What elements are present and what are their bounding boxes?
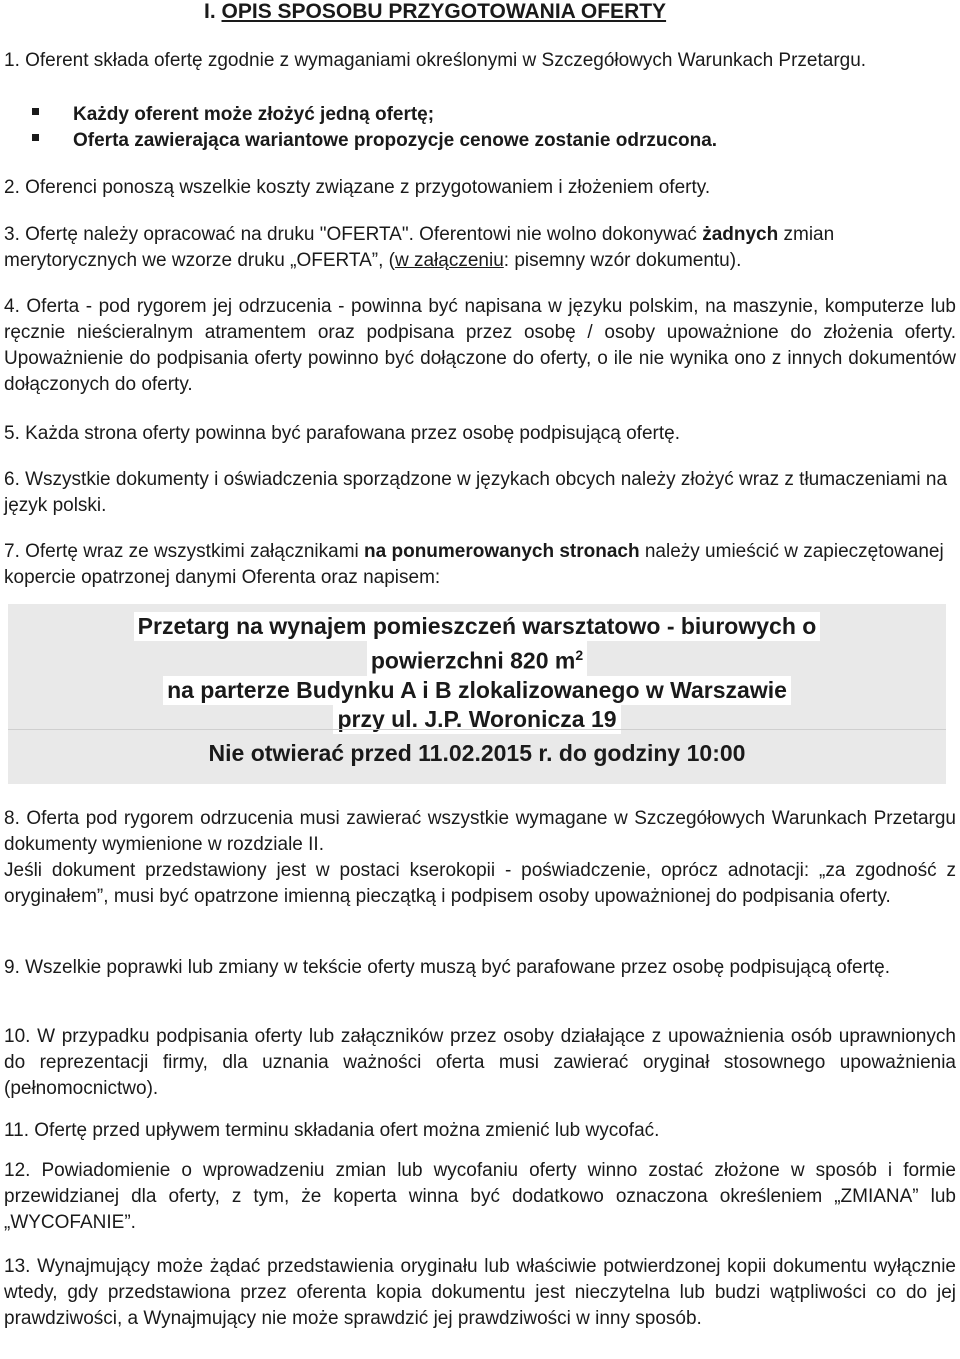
envelope-line-3: na parterze Budynku A i B zlokalizowanego w Warszawie [8,676,946,705]
paragraph-2: 2. Oferenci ponoszą wszelkie koszty związane z przygotowaniem i złożeniem oferty. [4,177,711,198]
bullet-text: Oferta zawierająca wariantowe propozycje cenowe zostanie odrzucona. [73,130,718,151]
paragraph-9: 9. Wszelkie poprawki lub zmiany w tekście oferty muszą być parafowane przez osobę podpisującą ofertę. [4,957,891,978]
square-bullet-icon [32,134,39,141]
paragraph-5: 5. Każda strona oferty powinna być parafowana przez osobę podpisującą ofertę. [4,423,680,444]
paragraph-6: 6. Wszystkie dokumenty i oświadczenia sporządzone w językach obcych należy złożyć wraz z tłumaczeniami na język polski. [4,469,948,516]
envelope-line-1: Przetarg na wynajem pomieszczeń warsztatowo - biurowych o [8,612,946,641]
envelope-label-box [8,604,946,784]
paragraph-3: 3. Ofertę należy opracować na druku "OFERTA". Oferentowi nie wolno dokonywać żadnych zmian merytorycznych we wzorze druku „OFERTA”, (w załączeniu: pisemny wzór dokumentu). [4,224,835,271]
section-heading [204,0,666,24]
paragraph-8: 8. Oferta pod rygorem odrzucenia musi zawierać wszystkie wymagane w Szczegółowych Warunkach Przetargu dokumenty wymienione w rozdziale II. [4,808,956,855]
envelope-line-2: powierzchni 820 $m^2$ [8,641,946,676]
envelope-line-4: przy ul. J.P. Woronicza 19 [8,705,946,734]
paragraph-1: 1. Oferent składa ofertę zgodnie z wymaganiami określonymi w Szczegółowych Warunkach Przetargu. [4,50,867,71]
paragraph-12: 12. Powiadomienie o wprowadzeniu zmian lub wycofaniu oferty winno zostać złożone w sposób i formie przewidzianej dla oferty, z tym, że koperta winna być dodatkowo oznaczona określeniem „ZMIANA” lub „WYCOFANIE”. [4,1160,956,1233]
bullet-item [32,128,717,154]
envelope-divider [8,729,946,730]
envelope-deadline: Nie otwierać przed 11.02.2015 r. do godziny 10:00 [208,740,746,766]
paragraph-4: 4. Oferta - pod rygorem jej odrzucenia - powinna być napisana w języku polskim, na maszynie, komputerze lub ręcznie nieścieralnym atramentem oraz podpisana przez osobę / osoby upoważnione do złożenia oferty. Upoważnienie do podpisania oferty powinno być dołączone do oferty, o ile nie wynika ono z innych dokumentów dołączonych do oferty. [4,296,956,395]
paragraph-7: 7. Ofertę wraz ze wszystkimi załącznikami na ponumerowanych stronach należy umieścić w zapieczętowanej kopercie opatrzonej danymi Oferenta oraz napisem: [4,541,944,588]
paragraph-10: 10. W przypadku podpisania oferty lub załączników przez osoby działające z upoważnienia osób uprawnionych do reprezentacji firmy, dla uznania ważności oferta musi zawierać oryginał stosownego upoważnienia (pełnomocnictwo). [4,1026,956,1099]
bullet-item [32,102,434,128]
paragraph-11: 11. Ofertę przed upływem terminu składania ofert można zmienić lub wycofać. [4,1120,660,1141]
paragraph-13: 13. Wynajmujący może żądać przedstawienia oryginału lub właściwie potwierdzonej kopii dokumentu wyłącznie wtedy, gdy przedstawiona przez oferenta kopia dokumentu jest nieczytelna lub budzi wątpliwości co do jej prawdziwości, a Wynajmujący nie może sprawdzić jej prawdziwości w inny sposób. [4,1256,956,1329]
section-number: I. [204,0,222,23]
section-title: OPIS SPOSOBU PRZYGOTOWANIA OFERTY [221,0,667,23]
square-bullet-icon [32,108,39,115]
paragraph-8-note: Jeśli dokument przedstawiony jest w postaci kserokopii - poświadczenie, oprócz adnotacji: „za zgodność z oryginałem”, musi być opatrzone imienną pieczątką i podpisem osoby upoważnionej do podpisania oferty. [4,860,956,907]
bullet-text: Każdy oferent może złożyć jedną ofertę; [73,104,435,125]
